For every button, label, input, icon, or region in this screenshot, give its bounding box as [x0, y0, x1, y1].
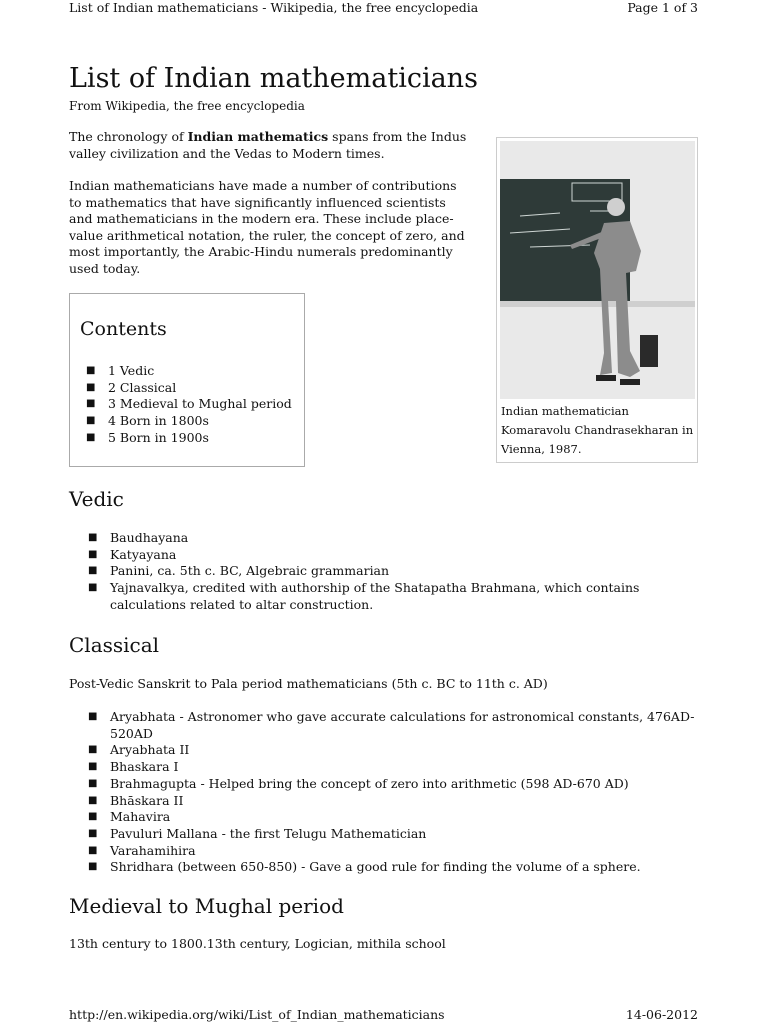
intro-paragraph-2: Indian mathematicians have made a number of contributions to mathematics that have significantly influenced scientists and mathematicians in the modern era. These include place-value arithmetical notation, the ruler, the concept of zero, and most importantly, the Arabic-Hindu numerals predominantly used today. [69, 178, 465, 276]
list-item[interactable]: ■ Aryabhata II [88, 742, 698, 759]
page-url: http://en.wikipedia.org/wiki/List_of_Indian_mathematicians [69, 1007, 445, 1022]
mathematician-photo[interactable] [500, 141, 695, 399]
intro-paragraph-1 [69, 129, 469, 162]
list-item[interactable]: ■ Brahmagupta - Helped bring the concept of zero into arithmetic (598 AD-670 AD) [88, 776, 698, 793]
list-item[interactable]: ■ Varahamihira [88, 843, 698, 860]
list-item[interactable]: ■ Mahavira [88, 809, 698, 826]
print-header [69, 0, 698, 17]
classical-list [88, 709, 698, 876]
section-heading-classical: Classical [69, 633, 160, 657]
list-item[interactable]: ■ Baudhayana [88, 530, 648, 547]
indian-mathematics-link[interactable]: Indian mathematics [187, 129, 329, 144]
list-item[interactable]: ■ Panini, ca. 5th c. BC, Algebraic grammarian [88, 563, 648, 580]
section-heading-vedic: Vedic [69, 487, 124, 511]
intro-text: The chronology of [69, 129, 188, 144]
list-item[interactable]: ■ Bhāskara II [88, 793, 698, 810]
contents-item-medieval[interactable]: ■ 3 Medieval to Mughal period [86, 396, 292, 413]
contents-item-classical[interactable]: ■ 2 Classical [86, 380, 292, 397]
contents-list [86, 363, 292, 447]
figure-caption: Indian mathematician Komaravolu Chandrasekharan in Vienna, 1987. [501, 404, 694, 456]
list-item[interactable]: ■ Shridhara (between 650-850) - Gave a good rule for finding the volume of a sphere. [88, 859, 698, 876]
contents-item-vedic[interactable]: ■ 1 Vedic [86, 363, 292, 380]
classical-intro: Post-Vedic Sanskrit to Pala period mathematicians (5th c. BC to 11th c. AD) [69, 676, 548, 691]
list-item[interactable]: ■ Bhaskara I [88, 759, 698, 776]
medieval-intro: 13th century to 1800.13th century, Logician, mithila school [69, 936, 446, 951]
list-item[interactable]: ■ Yajnavalkya, credited with authorship of the Shatapatha Brahmana, which contains calculations related to altar construction. [88, 580, 648, 613]
page-subtitle: From Wikipedia, the free encyclopedia [69, 99, 305, 113]
contents-heading: Contents [80, 318, 167, 340]
list-item[interactable]: ■ Aryabhata - Astronomer who gave accurate calculations for astronomical constants, 476AD-520AD [88, 709, 698, 742]
vedic-list [88, 530, 648, 614]
list-item[interactable]: ■ Pavuluri Mallana - the first Telugu Mathematician [88, 826, 698, 843]
print-date: 14-06-2012 [625, 1007, 698, 1022]
section-heading-medieval: Medieval to Mughal period [69, 894, 344, 918]
contents-item-1800s[interactable]: ■ 4 Born in 1800s [86, 413, 292, 430]
list-item[interactable]: ■ Katyayana [88, 547, 648, 564]
page-title: List of Indian mathematicians [69, 63, 478, 94]
figure-box [496, 137, 698, 463]
contents-box [69, 293, 305, 467]
page-number: Page 1 of 3 [627, 0, 698, 15]
contents-item-1900s[interactable]: ■ 5 Born in 1900s [86, 430, 292, 447]
intro-text-rest: spans from the Indus valley civilization and the Vedas to Modern times. [69, 129, 467, 161]
print-header-title: List of Indian mathematicians - Wikipedia, the free encyclopedia [69, 0, 479, 15]
